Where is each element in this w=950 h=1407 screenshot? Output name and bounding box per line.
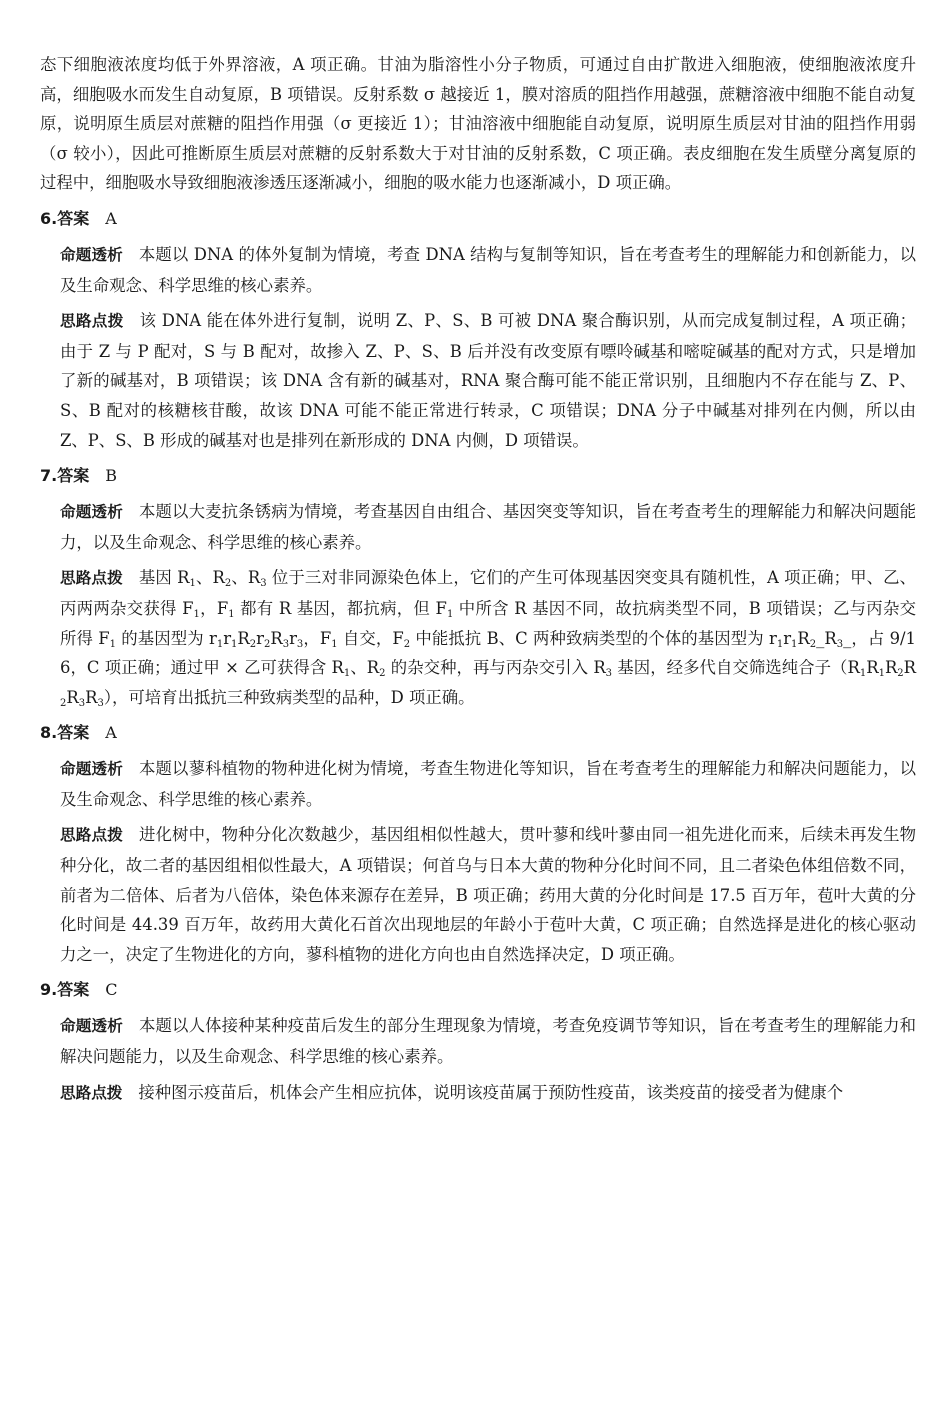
purpose-paragraph bbox=[60, 754, 916, 814]
hint-label: 思路点拨 bbox=[60, 1083, 123, 1102]
answer-value: A bbox=[105, 208, 117, 228]
hint-text: 进化树中，物种分化次数越少，基因组相似性越大，贯叶蓼和线叶蓼由同一祖先进化而来，后续未再发生物种分化，故二者的基因组相似性最大，A 项错误；何首乌与日本大黄的物种分化时间不同，且二者染色体组倍数不同，前者为二倍体、后者为八倍体，染色体来源存在差异，B 项正确；药用大黄的分化时间是 17.5 百万年，苞叶大黄的分化时间是 44.39 百万年，故药用大黄化石首次出现地层的年龄小于苞叶大黄，C 项正确；自然选择是进化的核心驱动力之一，决定了生物进化的方向，蓼科植物的进化方向也由自然选择决定，D 项正确。 bbox=[60, 825, 916, 964]
intro-paragraph bbox=[40, 50, 916, 198]
answer-heading bbox=[40, 461, 916, 491]
answer-heading bbox=[40, 975, 916, 1005]
purpose-label: 命题透析 bbox=[60, 760, 123, 779]
hint-label: 思路点拨 bbox=[60, 826, 123, 845]
purpose-text: 本题以蓼科植物的物种进化树为情境，考查生物进化等知识，旨在考查考生的理解能力和解决问题能力，以及生命观念、科学思维的核心素养。 bbox=[60, 759, 916, 809]
hint-paragraph bbox=[60, 820, 916, 969]
hint-paragraph bbox=[60, 1078, 916, 1109]
purpose-text: 本题以大麦抗条锈病为情境，考查基因自由组合、基因突变等知识，旨在考查考生的理解能力和解决问题能力，以及生命观念、科学思维的核心素养。 bbox=[60, 502, 916, 552]
answer-label: 答案 bbox=[57, 466, 90, 486]
hint-text: 该 DNA 能在体外进行复制，说明 Z、P、S、B 可被 DNA 聚合酶识别，从而完成复制过程，A 项正确；由于 Z 与 P 配对，S 与 B 配对，故掺入 Z、P、S、B 后并没有改变原有嘌呤碱基和嘧啶碱基的配对方式，只是增加了新的碱基对，B 项错误；该 DNA 含有新的碱基对，RNA 聚合酶可能不能正常识别，且细胞内不存在能与 Z、P、S、B 配对的核糖核苷酸，故该 DNA 可能不能正常进行转录，C 项错误；DNA 分子中碱基对排列在内侧，所以由 Z、P、S、B 形成的碱基对也是排列在新形成的 DNA 内侧，D 项错误。 bbox=[60, 311, 916, 450]
hint-label: 思路点拨 bbox=[60, 312, 124, 331]
hint-label: 思路点拨 bbox=[60, 569, 123, 588]
question-7 bbox=[40, 461, 916, 712]
purpose-text: 本题以 DNA 的体外复制为情境，考查 DNA 结构与复制等知识，旨在考查考生的理解能力和创新能力，以及生命观念、科学思维的核心素养。 bbox=[60, 244, 916, 295]
purpose-paragraph bbox=[60, 240, 916, 300]
answer-value: B bbox=[105, 466, 117, 486]
question-8 bbox=[40, 718, 916, 969]
question-number: 7. bbox=[40, 466, 58, 486]
question-6 bbox=[40, 204, 916, 455]
answer-label: 答案 bbox=[57, 980, 90, 1000]
answer-heading bbox=[40, 718, 916, 748]
answer-value: C bbox=[105, 980, 118, 1000]
hint-paragraph bbox=[60, 563, 916, 712]
answer-value: A bbox=[105, 723, 117, 743]
purpose-label: 命题透析 bbox=[60, 503, 123, 522]
intro-text: 态下细胞液浓度均低于外界溶液，A 项正确。甘油为脂溶性小分子物质，可通过自由扩散进入细胞液，使细胞液浓度升高，细胞吸水而发生自动复原，B 项错误。反射系数 σ 越接近 1，膜对溶质的阻挡作用越强，蔗糖溶液中细胞不能自动复原，说明原生质层对蔗糖的阻挡作用强（σ 更接近 1）；甘油溶液中细胞能自动复原，说明原生质层对甘油的阻挡作用弱（σ 较小），因此可推断原生质层对蔗糖的反射系数大于对甘油的反射系数，C 项正确。表皮细胞在发生质壁分离复原的过程中，细胞吸水导致细胞液渗透压逐渐减小，细胞的吸水能力也逐渐减小，D 项正确。 bbox=[40, 55, 916, 193]
hint-text: 基因 $R_1$、$R_2$、$R_3$ 位于三对非同源染色体上，它们的产生可体现基因突变具有随机性，A 项正确；甲、乙、丙两两杂交获得 $F_1$，$F_1$ 都有 R 基因，都抗病，但 $F_1$ 中所含 R 基因不同，故抗病类型不同，B 项错误；乙与丙杂交所得 $F_1$ 的基因型为 $r_1r_1R_2r_2R_3r_3$，$F_1$ 自交，$F_2$ 中能抵抗 B、C 两种致病类型的个体的基因型为 $r_1r_1R_2\_R_3\_$，占 9/16，C 项正确；通过甲 × 乙可获得含 $R_1$、$R_2$ 的杂交种，再与丙杂交引入 $R_3$ 基因，经多代自交筛选纯合子$(R_1R_1R_2R_2R_3R_3)$，可培育出抵抗三种致病类型的品种，D 项正确。 bbox=[60, 568, 917, 709]
question-number: 8. bbox=[40, 723, 58, 743]
hint-paragraph bbox=[60, 306, 916, 455]
answer-label: 答案 bbox=[57, 208, 90, 228]
answer-heading bbox=[40, 204, 916, 234]
answer-label: 答案 bbox=[57, 723, 90, 743]
question-number: 6. bbox=[40, 208, 58, 228]
purpose-label: 命题透析 bbox=[60, 1017, 123, 1036]
question-9 bbox=[40, 975, 916, 1108]
hint-text: 接种图示疫苗后，机体会产生相应抗体，说明该疫苗属于预防性疫苗，该类疫苗的接受者为健康个 bbox=[138, 1082, 844, 1102]
question-number: 9. bbox=[40, 980, 58, 1000]
purpose-paragraph bbox=[60, 497, 916, 557]
purpose-label: 命题透析 bbox=[60, 245, 123, 264]
purpose-paragraph bbox=[60, 1011, 916, 1071]
purpose-text: 本题以人体接种某种疫苗后发生的部分生理现象为情境，考查免疫调节等知识，旨在考查考生的理解能力和解决问题能力，以及生命观念、科学思维的核心素养。 bbox=[60, 1016, 916, 1067]
